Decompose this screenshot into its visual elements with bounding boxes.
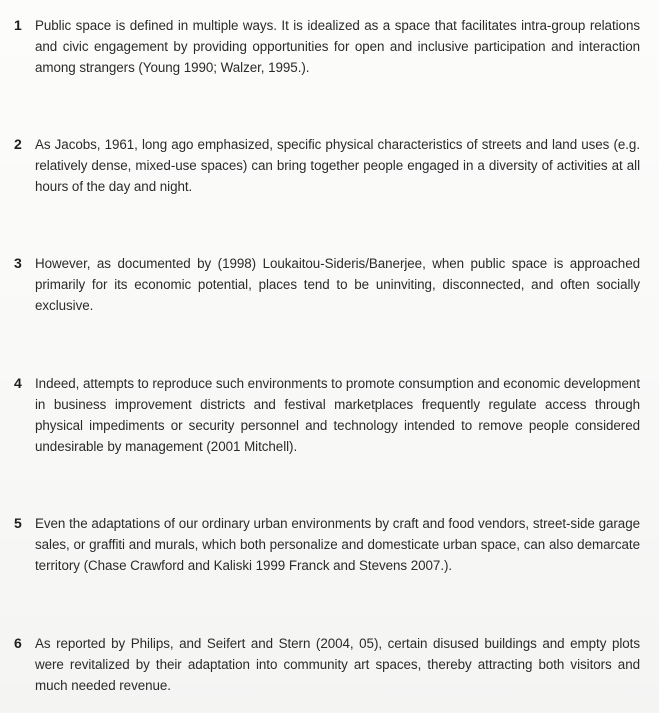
paragraph-text: However, as documented by (1998) Loukaitou-Sideris/Banerjee, when public space is approached primarily for its economic potential, places tend to be uninviting, disconnected, and often socially exclusive. xyxy=(35,256,640,313)
numbered-paragraph-6 xyxy=(14,633,640,696)
paragraph-number: 6 xyxy=(14,635,22,651)
paragraph-number: 4 xyxy=(14,375,22,391)
paragraph-number: 5 xyxy=(14,515,22,531)
paragraph-text: Even the adaptations of our ordinary urban environments by craft and food vendors, street-side garage sales, or graffiti and murals, which both personalize and domesticate urban space, can also demarcate territory (Chase Crawford and Kaliski 1999 Franck and Stevens 2007.). xyxy=(35,516,640,573)
paragraph-text: As Jacobs, 1961, long ago emphasized, specific physical characteristics of streets and land uses (e.g. relatively dense, mixed-use spaces) can bring together people engaged in a diversity of activities at all hours of the day and night. xyxy=(35,137,640,194)
numbered-paragraph-5 xyxy=(14,513,640,576)
numbered-paragraph-1 xyxy=(14,15,640,78)
numbered-paragraph-2 xyxy=(14,134,640,197)
paragraph-number: 3 xyxy=(14,255,22,271)
paragraph-text: Indeed, attempts to reproduce such environments to promote consumption and economic development in business improvement districts and festival marketplaces frequently regulate access through physical impediments or security personnel and technology intended to remove people considered undesirable by management (2001 Mitchell). xyxy=(35,376,640,454)
numbered-paragraph-4 xyxy=(14,373,640,457)
paragraph-text: As reported by Philips, and Seifert and Stern (2004, 05), certain disused buildings and empty plots were revitalized by their adaptation into community art spaces, thereby attracting both visitors and much needed revenue. xyxy=(35,636,640,693)
paragraph-text: Public space is defined in multiple ways. It is idealized as a space that facilitates intra-group relations and civic engagement by providing opportunities for open and inclusive participation and interaction among strangers (Young 1990; Walzer, 1995.). xyxy=(35,18,640,75)
numbered-paragraph-3 xyxy=(14,253,640,316)
paragraph-number: 1 xyxy=(14,17,22,33)
paragraph-number: 2 xyxy=(14,136,22,152)
